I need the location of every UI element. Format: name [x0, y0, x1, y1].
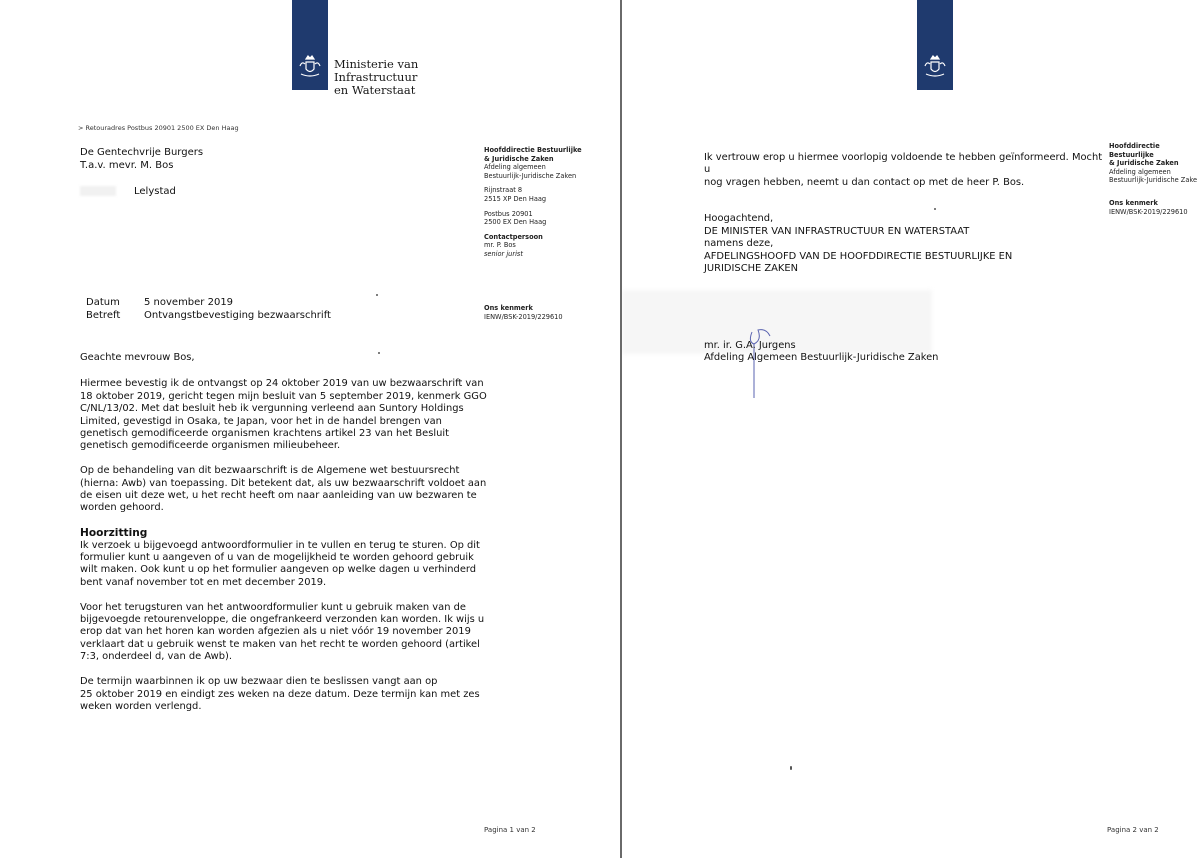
paragraph-5 [80, 676, 520, 713]
page-number-2: Pagina 2 van 2 [1107, 826, 1159, 834]
reference-label: Ons kenmerk [1109, 198, 1158, 207]
paragraph-1-line: genetisch gemodificeerde organismen krachtens artikel 23 van het Besluit [80, 428, 449, 440]
sidebar-postbus: Postbus 20901 [484, 209, 533, 218]
authority-line: JURIDISCHE ZAKEN [704, 263, 799, 275]
ministry-name-line2: en Waterstaat [334, 83, 416, 97]
sender-sidebar [1109, 142, 1202, 216]
closing-paragraph-line: Ik vertrouw erop u hiermee voorlopig voldoende te hebben geïnformeerd. Mocht u [704, 152, 1103, 176]
letter-meta [86, 296, 331, 322]
coat-of-arms-icon [922, 54, 948, 80]
authority-line: AFDELINGSHOOFD VAN DE HOOFDDIRECTIE BESTUURLIJKE EN [704, 250, 1013, 262]
paragraph-1-line: Hiermee bevestig ik de ontvangst op 24 oktober 2019 van uw bezwaarschrift van [80, 378, 484, 390]
date-value: 5 november 2019 [144, 297, 234, 308]
scan-speck [376, 294, 378, 296]
salutation: Geachte mevrouw Bos, [80, 352, 195, 363]
signature-authority [704, 226, 1012, 276]
paragraph-1 [80, 378, 520, 452]
paragraph-3-line: formulier kunt u aangeven of u van de mogelijkheid te worden gehoord gebruik [80, 552, 474, 564]
sidebar-sub-line1: Afdeling algemeen [1109, 167, 1171, 176]
scan-speck [790, 766, 792, 770]
paragraph-5-line: De termijn waarbinnen ik op uw bezwaar dien te beslissen vangt aan op [80, 676, 438, 688]
coat-of-arms-icon [297, 54, 323, 80]
paragraph-1-line: 18 oktober 2019, gericht tegen mijn besluit van 5 september 2019, kenmerk GGO [80, 390, 487, 402]
paragraph-2-line: Op de behandeling van dit bezwaarschrift is de Algemene wet bestuursrecht [80, 465, 460, 477]
date-label: Datum [86, 297, 120, 308]
paragraph-3 [80, 540, 520, 590]
sidebar-dept-line2: & Juridische Zaken [484, 154, 554, 163]
sidebar-contact-role: senior jurist [484, 249, 523, 258]
sidebar-contact-name: mr. P. Bos [484, 241, 516, 250]
letter-body [80, 352, 520, 726]
return-address: > Retouradres Postbus 20901 2500 EX Den Haag [78, 124, 239, 132]
paragraph-4 [80, 602, 520, 664]
reference-value: IENW/BSK-2019/229610 [1109, 207, 1188, 216]
addressee-city-row [80, 185, 203, 198]
paragraph-3-line: Ik verzoek u bijgevoegd antwoordformulier in te vullen en terug te sturen. Op dit [80, 539, 480, 551]
sidebar-contact-label: Contactpersoon [484, 232, 543, 241]
subject-value: Ontvangstbevestiging bezwaarschrift [144, 310, 331, 321]
closing-paragraph-line: nog vragen hebben, neemt u dan contact op met de heer P. Bos. [704, 176, 1025, 188]
sidebar-dept-line2: & Juridische Zaken [1109, 159, 1179, 168]
subject-label: Betreft [86, 310, 121, 321]
letter-page-2 [622, 0, 1202, 858]
addressee-city: Lelystad [134, 186, 176, 197]
ministry-name [334, 58, 494, 97]
redacted-postcode [80, 186, 116, 196]
addressee-line1: De Gentechvrije Burgers [80, 147, 204, 158]
paragraph-4-line: Voor het terugsturen van het antwoordformulier kunt u gebruik maken van de [80, 601, 466, 613]
paragraph-1-line: genetisch gemodificeerde organismen milieubeheer. [80, 440, 341, 452]
subject-row [86, 309, 331, 322]
paragraph-4-line: erop dat van het horen kan worden afgezien als u niet vóór 19 november 2019 [80, 626, 471, 638]
section-heading-hoorzitting: Hoorzitting [80, 527, 148, 540]
sidebar-postbus-city: 2500 EX Den Haag [484, 218, 547, 227]
paragraph-2-line: (hierna: Awb) van toepassing. Dit betekent dat, als uw bezwaarschrift voldoet aan [80, 477, 487, 489]
sidebar-sub-line2: Bestuurlijk-Juridische Zake [1109, 176, 1198, 185]
paragraph-1-line: Limited, gevestigd in Osaka, te Japan, voor het in de handel brengen van [80, 415, 442, 427]
scan-speck [934, 208, 936, 210]
paragraph-5-line: 25 oktober 2019 en eindigt zes weken na deze datum. Deze termijn kan met zes [80, 688, 480, 700]
addressee-line2: T.a.v. mevr. M. Bos [80, 160, 174, 171]
sidebar-dept-line1: Hoofddirectie Bestuurlijke [1109, 142, 1160, 159]
ministry-logo-bar [292, 0, 328, 90]
paragraph-3-line: wilt maken. Ook kunt u op het formulier aangeven op welke dagen u verhinderd [80, 564, 477, 576]
sidebar-street: Rijnstraat 8 [484, 186, 523, 195]
paragraph-1-line: C/NL/13/02. Met dat besluit heb ik vergunning verleend aan Suntory Holdings [80, 403, 464, 415]
paragraph-2-line: de eisen uit deze wet, u het recht heeft om naar aanleiding van uw bezwaren te [80, 490, 477, 502]
paragraph-3-line: bent vanaf november tot en met december 2019. [80, 576, 327, 588]
reference-block [484, 304, 563, 321]
paragraph-4-line: 7:3, onderdeel d, van de Awb). [80, 651, 233, 663]
sidebar-street-city: 2515 XP Den Haag [484, 194, 547, 203]
sender-sidebar [484, 146, 582, 259]
ministry-name-line1: Ministerie van Infrastructuur [334, 57, 419, 84]
paragraph-5-line: weken worden verlengd. [80, 700, 202, 712]
ministry-logo-bar [917, 0, 953, 90]
paragraph-4-line: verklaart dat u gebruik wenst te maken van het recht te worden gehoord (artikel [80, 638, 480, 650]
sidebar-dept-line1: Hoofddirectie Bestuurlijke [484, 146, 582, 154]
paragraph-2 [80, 465, 520, 515]
date-row [86, 296, 331, 309]
authority-line: DE MINISTER VAN INFRASTRUCTUUR EN WATERSTAAT [704, 226, 970, 237]
paragraph-2-line: worden gehoord. [80, 502, 164, 514]
scan-speck [378, 352, 380, 354]
authority-line: namens deze, [704, 238, 774, 250]
signatory-department: Afdeling Algemeen Bestuurlijk-Juridische Zaken [704, 352, 939, 364]
paragraph-4-line: bijgevoegde retourenveloppe, die ongefrankeerd verzonden kan worden. Ik wijs u [80, 614, 485, 626]
reference-value: IENW/BSK-2019/229610 [484, 312, 563, 321]
reference-label: Ons kenmerk [484, 304, 533, 312]
sidebar-sub-line2: Bestuurlijk-Juridische Zaken [484, 171, 577, 180]
signatory-block [704, 340, 1104, 365]
closing-paragraph [704, 152, 1104, 189]
page-number-1: Pagina 1 van 2 [484, 826, 536, 834]
signatory-name: mr. ir. G.A. Jurgens [704, 340, 796, 351]
closing-greeting: Hoogachtend, [704, 213, 774, 225]
sidebar-sub-line1: Afdeling algemeen [484, 163, 546, 172]
addressee-block [80, 146, 203, 198]
